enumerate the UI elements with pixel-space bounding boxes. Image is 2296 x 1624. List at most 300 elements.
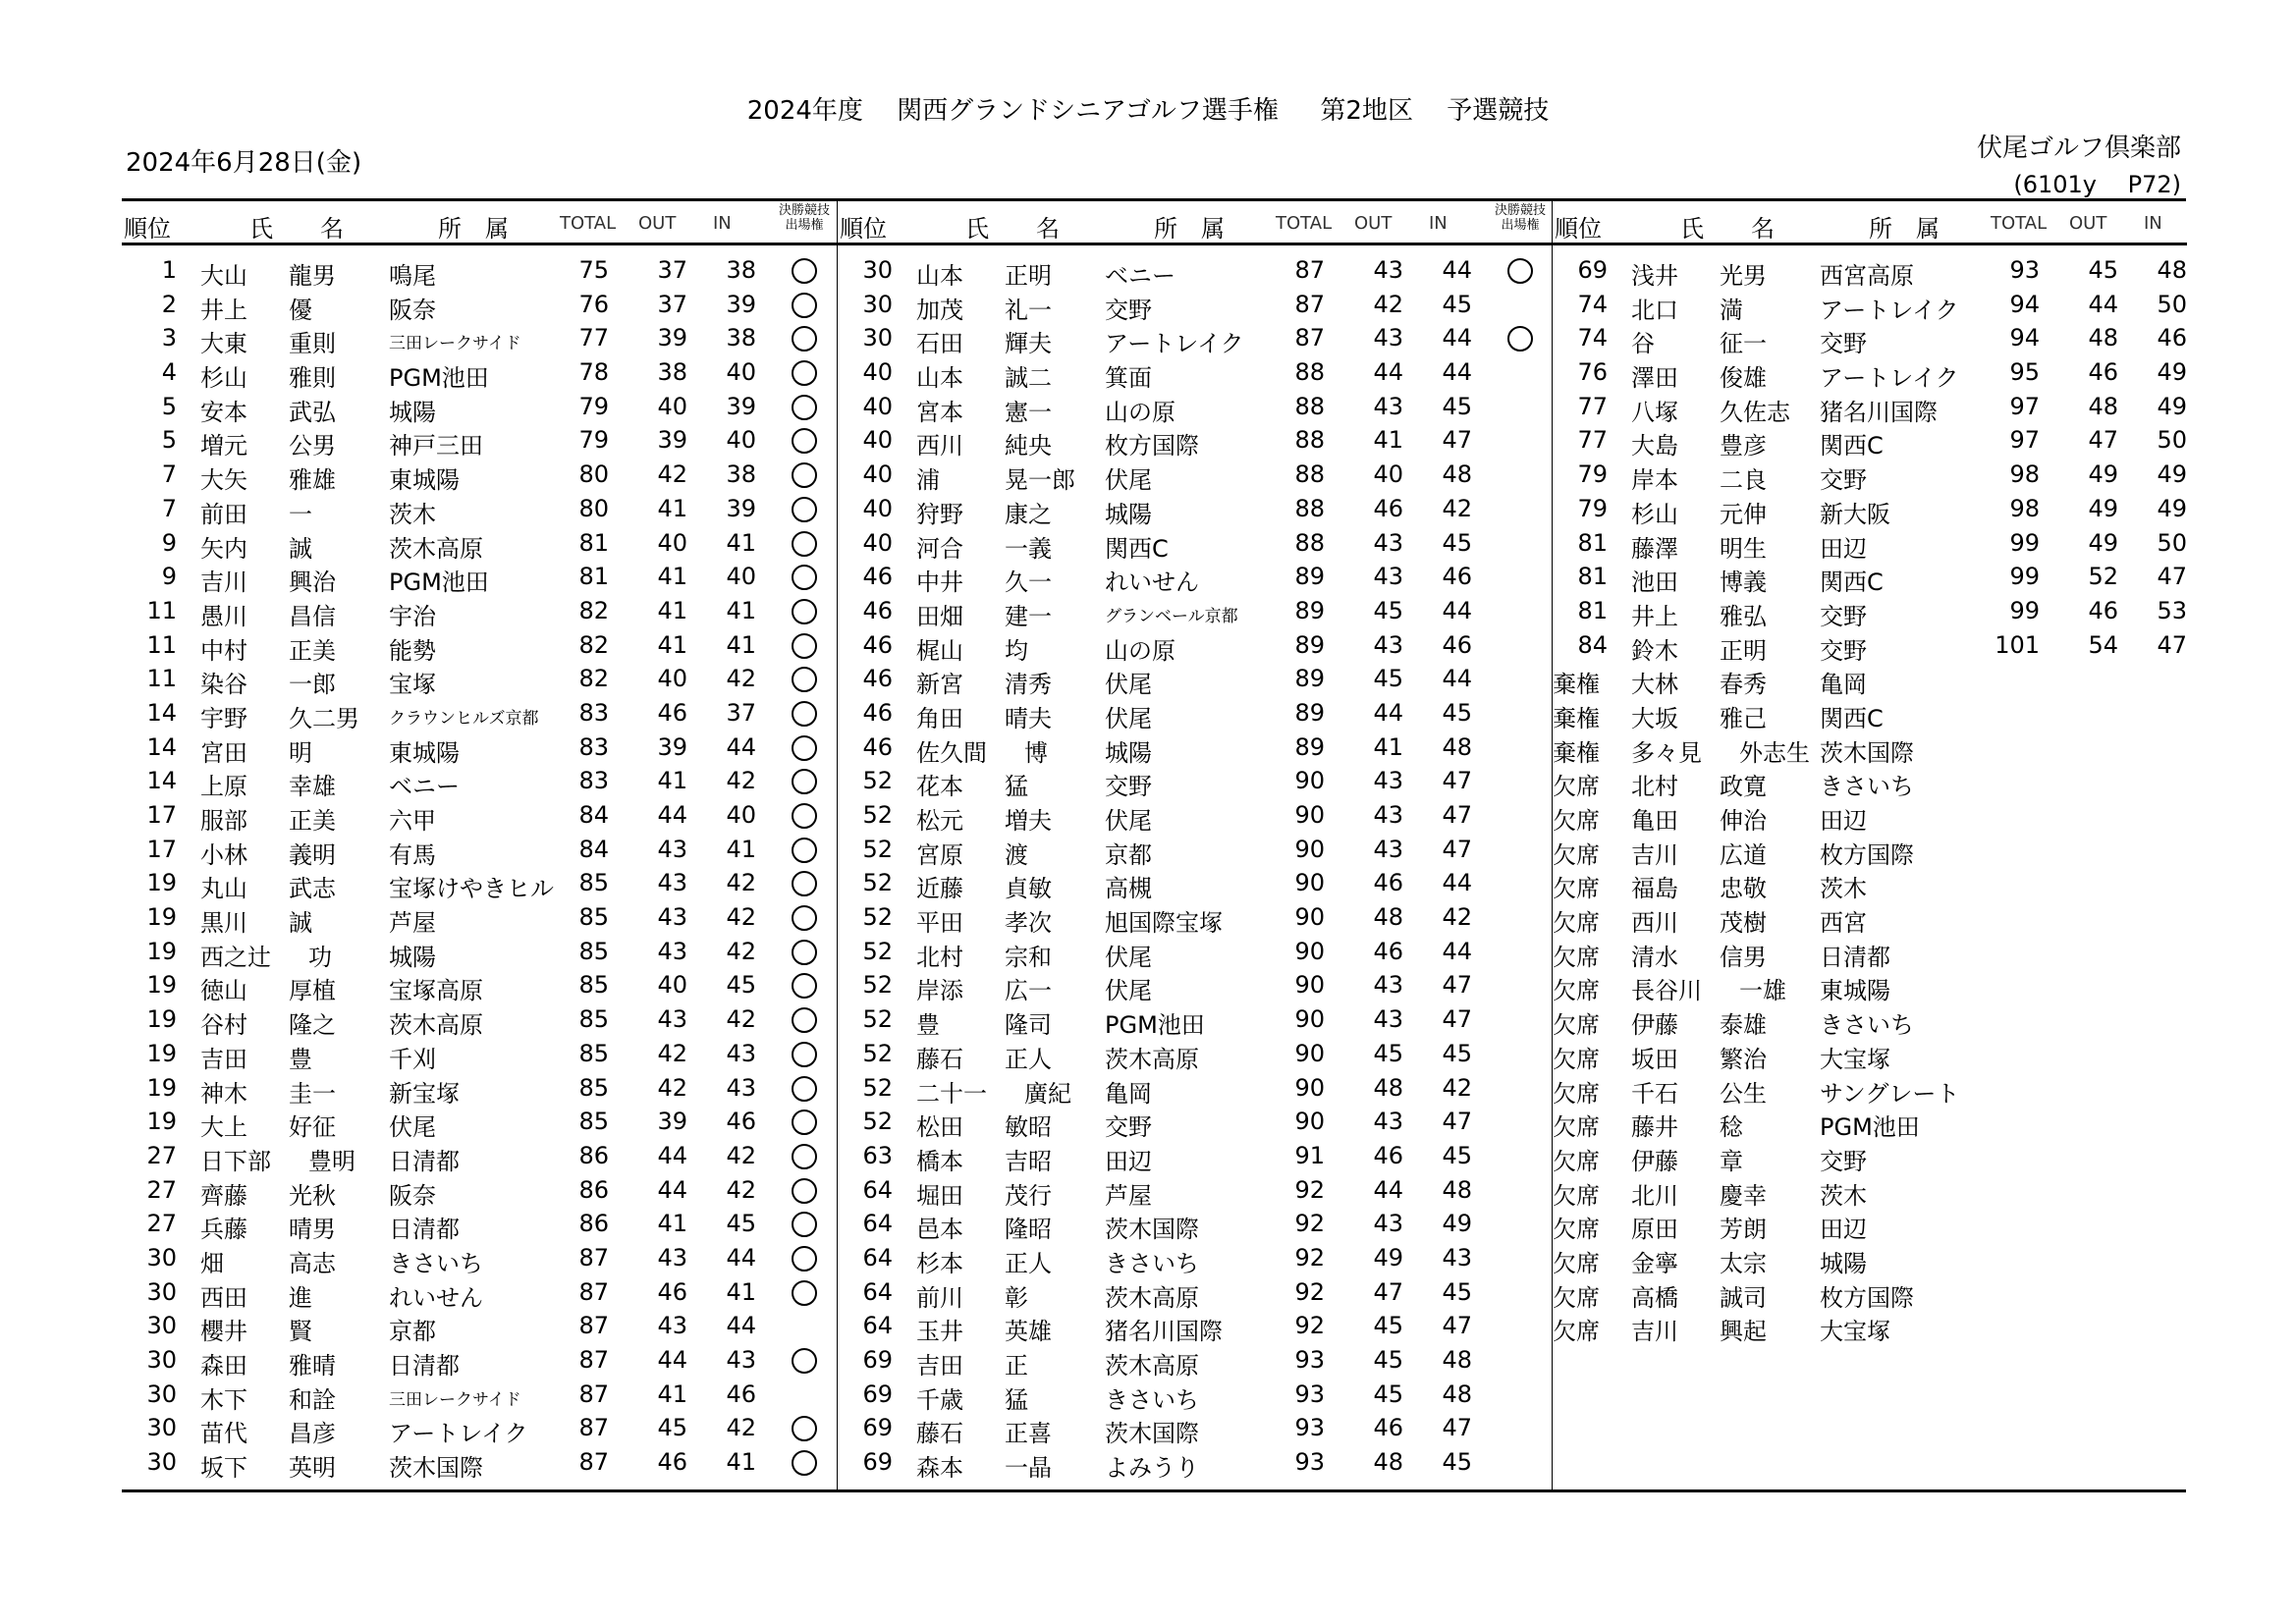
total-cell: 82	[578, 630, 609, 659]
surname-cell: 藤石	[916, 1045, 963, 1073]
club-cell: 日清都	[1820, 943, 1890, 971]
surname-cell: 日下部	[200, 1147, 271, 1175]
player-row	[122, 1377, 837, 1414]
player-row	[838, 287, 1553, 324]
total-cell: 87	[578, 1312, 609, 1340]
rank-cell: 69	[862, 1346, 893, 1374]
in-cell: 45	[1442, 392, 1472, 420]
club-cell: よみうり	[1105, 1454, 1199, 1483]
out-cell: 45	[1373, 1312, 1403, 1340]
in-cell: 44	[726, 732, 756, 761]
header-qualify: 決勝競技 出場権	[778, 203, 830, 233]
surname-cell: 中井	[916, 568, 963, 597]
results-column	[1552, 201, 2187, 1489]
club-cell: 枚方国際	[1820, 1283, 1914, 1312]
header-in: IN	[1429, 213, 1448, 234]
given-name-cell: 雅則	[289, 364, 336, 393]
in-cell: 47	[1442, 767, 1472, 795]
out-cell: 41	[657, 1380, 687, 1408]
surname-cell: 二十一	[916, 1079, 987, 1108]
header-name: 氏 名	[965, 215, 1060, 243]
given-name-cell: 政寛	[1720, 773, 1767, 801]
rank-cell: 9	[161, 563, 177, 591]
rank-cell: 64	[862, 1277, 893, 1306]
total-cell: 98	[2009, 494, 2040, 522]
surname-cell: 谷	[1631, 330, 1655, 358]
given-name-cell: 厚植	[289, 977, 336, 1005]
given-name-cell: 博義	[1720, 568, 1767, 597]
total-cell: 87	[578, 1414, 609, 1442]
qualified-mark	[792, 258, 817, 284]
given-name-cell: 光秋	[289, 1181, 336, 1210]
club-cell: 宝塚けやきヒル	[389, 875, 554, 903]
surname-cell: 大島	[1631, 432, 1678, 460]
player-row	[838, 695, 1553, 730]
surname-cell: 清水	[1631, 943, 1678, 971]
club-cell: 京都	[389, 1318, 436, 1346]
rank-cell: 3	[161, 324, 177, 352]
rank-cell: 74	[1577, 290, 1608, 318]
total-cell: 97	[2009, 426, 2040, 455]
player-row	[122, 1308, 837, 1346]
club-cell: 旭国際宝塚	[1105, 909, 1223, 938]
surname-cell: 藤石	[916, 1420, 963, 1448]
surname-cell: 増元	[200, 432, 247, 460]
player-row	[1553, 525, 2187, 563]
surname-cell: 木下	[200, 1385, 247, 1414]
player-row	[122, 832, 837, 869]
club-cell: 芦屋	[389, 909, 436, 938]
total-cell: 80	[578, 494, 609, 522]
total-cell: 90	[1294, 767, 1325, 795]
given-name-cell: 久二男	[289, 704, 359, 732]
surname-cell: 西田	[200, 1283, 247, 1312]
rank-cell: 欠席	[1553, 840, 1600, 869]
player-row	[838, 422, 1553, 460]
player-row	[838, 1274, 1553, 1312]
rank-cell: 7	[161, 494, 177, 522]
surname-cell: 北村	[916, 943, 963, 971]
out-cell: 41	[657, 767, 687, 795]
given-name-cell: 英雄	[1005, 1318, 1052, 1346]
qualified-mark	[792, 1348, 817, 1374]
out-cell: 44	[1373, 358, 1403, 387]
rank-cell: 7	[161, 460, 177, 489]
event-date: 2024年6月28日(金)	[126, 148, 362, 178]
club-cell: PGM池田	[389, 364, 489, 393]
in-cell: 42	[726, 1175, 756, 1204]
club-cell: 交野	[1105, 1113, 1152, 1142]
rank-cell: 27	[146, 1175, 177, 1204]
out-cell: 43	[657, 937, 687, 965]
in-cell: 43	[726, 1073, 756, 1102]
surname-cell: 宮田	[200, 738, 247, 767]
player-row	[1553, 1172, 2187, 1210]
rank-cell: 63	[862, 1141, 893, 1169]
out-cell: 46	[2088, 358, 2118, 387]
out-cell: 48	[1373, 1448, 1403, 1477]
player-row	[1553, 491, 2187, 528]
player-row	[1553, 695, 2187, 730]
rank-cell: 40	[862, 358, 893, 387]
rank-cell: 46	[862, 665, 893, 693]
given-name-cell: 猛	[1005, 1385, 1028, 1414]
surname-cell: 西川	[916, 432, 963, 460]
surname-cell: 櫻井	[200, 1318, 247, 1346]
rank-cell: 30	[862, 324, 893, 352]
given-name-cell: 誠	[289, 909, 312, 938]
player-row	[122, 1070, 837, 1108]
total-cell: 76	[578, 290, 609, 318]
given-name-cell: 正人	[1005, 1249, 1052, 1277]
rank-cell: 81	[1577, 596, 1608, 624]
venue-name: 伏尾ゴルフ倶楽部	[1976, 134, 2181, 163]
out-cell: 40	[657, 665, 687, 693]
rank-cell: 19	[146, 1039, 177, 1067]
club-cell: 関西C	[1820, 704, 1884, 732]
rank-cell: 30	[146, 1277, 177, 1306]
surname-cell: 前川	[916, 1283, 963, 1312]
surname-cell: 宇野	[200, 704, 247, 732]
course-yardage: (6101y P72)	[2013, 171, 2181, 198]
out-cell: 41	[657, 494, 687, 522]
player-row	[1553, 252, 2187, 290]
qualified-mark	[792, 1450, 817, 1476]
out-cell: 44	[657, 1141, 687, 1169]
total-cell: 92	[1294, 1210, 1325, 1238]
club-cell: 六甲	[389, 807, 436, 835]
total-cell: 90	[1294, 1005, 1325, 1034]
rank-cell: 欠席	[1553, 1113, 1600, 1142]
player-row	[838, 1138, 1553, 1175]
given-name-cell: 久一	[1005, 568, 1052, 597]
rank-cell: 69	[862, 1448, 893, 1477]
in-cell: 40	[726, 563, 756, 591]
player-row	[838, 491, 1553, 528]
given-name-cell: 昌彦	[289, 1420, 336, 1448]
player-row	[122, 559, 837, 597]
given-name-cell: 太宗	[1720, 1249, 1767, 1277]
in-cell: 47	[1442, 971, 1472, 1000]
club-cell: 城陽	[1820, 1249, 1867, 1277]
surname-cell: 浅井	[1631, 262, 1678, 290]
in-cell: 45	[726, 971, 756, 1000]
in-cell: 42	[726, 767, 756, 795]
total-cell: 90	[1294, 903, 1325, 932]
qualified-mark	[792, 803, 817, 829]
in-cell: 44	[1442, 665, 1472, 693]
rank-cell: 19	[146, 971, 177, 1000]
in-cell: 43	[1442, 1243, 1472, 1272]
in-cell: 48	[1442, 460, 1472, 489]
rank-cell: 52	[862, 835, 893, 863]
out-cell: 43	[1373, 256, 1403, 284]
out-cell: 43	[1373, 563, 1403, 591]
club-cell: 交野	[1820, 602, 1867, 630]
club-cell: クラウンヒルズ京都	[389, 708, 539, 729]
club-cell: 茨木高原	[1105, 1045, 1199, 1073]
qualified-mark	[792, 395, 817, 420]
rank-cell: 30	[862, 256, 893, 284]
results-table	[122, 198, 2186, 1492]
surname-cell: 梶山	[916, 636, 963, 665]
surname-cell: 小林	[200, 840, 247, 869]
rank-cell: 27	[146, 1210, 177, 1238]
rank-cell: 14	[146, 698, 177, 727]
club-cell: きさいち	[1820, 1011, 1914, 1040]
out-cell: 45	[1373, 1039, 1403, 1067]
total-cell: 89	[1294, 563, 1325, 591]
player-row	[1553, 1070, 2187, 1108]
club-cell: 千刈	[389, 1045, 436, 1073]
club-cell: 能勢	[389, 636, 436, 665]
in-cell: 47	[1442, 426, 1472, 455]
out-cell: 43	[1373, 1108, 1403, 1136]
surname-cell: 藤井	[1631, 1113, 1678, 1142]
given-name-cell: 豊	[289, 1045, 312, 1073]
header-total: TOTAL	[560, 213, 617, 234]
player-row	[838, 1104, 1553, 1142]
player-row	[838, 457, 1553, 495]
club-cell: 田辺	[1820, 807, 1867, 835]
club-cell: 鳴尾	[389, 262, 436, 290]
player-row	[838, 593, 1553, 630]
surname-cell: 杉山	[200, 364, 247, 393]
qualified-mark	[792, 599, 817, 624]
club-cell: 三田レークサイド	[389, 334, 521, 354]
surname-cell: 吉川	[1631, 1318, 1678, 1346]
player-row	[122, 1172, 837, 1210]
in-cell: 44	[1442, 869, 1472, 897]
player-row	[122, 1104, 837, 1142]
out-cell: 42	[657, 1039, 687, 1067]
rank-cell: 46	[862, 732, 893, 761]
given-name-cell: 好征	[289, 1113, 336, 1142]
club-cell: 関西C	[1820, 432, 1884, 460]
surname-cell: 愚川	[200, 602, 247, 630]
surname-cell: 大山	[200, 262, 247, 290]
total-cell: 93	[1294, 1414, 1325, 1442]
club-cell: アートレイク	[1820, 364, 1959, 393]
in-cell: 44	[1442, 358, 1472, 387]
given-name-cell: 昌信	[289, 602, 336, 630]
qualified-mark	[792, 1007, 817, 1033]
rank-cell: 19	[146, 869, 177, 897]
player-row	[1553, 389, 2187, 426]
qualified-mark	[792, 360, 817, 386]
in-cell: 48	[1442, 732, 1472, 761]
given-name-cell: 隆之	[289, 1011, 336, 1040]
club-cell: ベニー	[1105, 262, 1175, 290]
club-cell: 城陽	[1105, 738, 1152, 767]
header-total: TOTAL	[1276, 213, 1333, 234]
rank-cell: 5	[161, 426, 177, 455]
total-cell: 86	[578, 1210, 609, 1238]
in-cell: 40	[726, 801, 756, 829]
club-cell: 東城陽	[389, 738, 460, 767]
given-name-cell: 興起	[1720, 1318, 1767, 1346]
club-cell: 茨木	[1820, 1181, 1867, 1210]
given-name-cell: 賢	[289, 1318, 312, 1346]
in-cell: 44	[1442, 324, 1472, 352]
surname-cell: 岸添	[916, 977, 963, 1005]
player-row	[838, 559, 1553, 597]
club-cell: 芦屋	[1105, 1181, 1152, 1210]
given-name-cell: 義明	[289, 840, 336, 869]
qualified-mark	[792, 428, 817, 454]
given-name-cell: 正明	[1720, 636, 1767, 665]
club-cell: 交野	[1820, 330, 1867, 358]
out-cell: 48	[2088, 392, 2118, 420]
rank-cell: 欠席	[1553, 977, 1600, 1005]
club-cell: 日清都	[389, 1352, 460, 1380]
given-name-cell: 正美	[289, 636, 336, 665]
club-cell: 山の原	[1105, 398, 1175, 426]
player-row	[838, 661, 1553, 699]
rank-cell: 77	[1577, 426, 1608, 455]
player-row	[838, 797, 1553, 835]
given-name-cell: 征一	[1720, 330, 1767, 358]
player-row	[1553, 1138, 2187, 1175]
given-name-cell: 清秀	[1005, 671, 1052, 699]
club-cell: 城陽	[1105, 500, 1152, 528]
total-cell: 77	[578, 324, 609, 352]
player-row	[122, 661, 837, 699]
rank-cell: 79	[1577, 460, 1608, 489]
rank-cell: 30	[146, 1380, 177, 1408]
club-cell: 東城陽	[1820, 977, 1890, 1005]
player-row	[1553, 797, 2187, 835]
given-name-cell: 正人	[1005, 1045, 1052, 1073]
in-cell: 44	[1442, 596, 1472, 624]
given-name-cell: 広道	[1720, 840, 1767, 869]
surname-cell: 大上	[200, 1113, 247, 1142]
total-cell: 90	[1294, 801, 1325, 829]
qualified-mark	[792, 1042, 817, 1067]
surname-cell: 高橋	[1631, 1283, 1678, 1312]
in-cell: 41	[726, 1448, 756, 1477]
given-name-cell: 芳朗	[1720, 1216, 1767, 1244]
given-name-cell: 晴夫	[1005, 704, 1052, 732]
club-cell: アートレイク	[1105, 330, 1244, 358]
in-cell: 46	[1442, 563, 1472, 591]
club-cell: 茨木国際	[1105, 1420, 1199, 1448]
rank-cell: 52	[862, 971, 893, 1000]
player-row	[838, 320, 1553, 358]
qualified-mark	[792, 531, 817, 557]
club-cell: 茨木高原	[389, 1011, 483, 1040]
given-name-cell: 隆司	[1005, 1011, 1052, 1040]
out-cell: 44	[1373, 1175, 1403, 1204]
rank-cell: 69	[862, 1380, 893, 1408]
total-cell: 85	[578, 971, 609, 1000]
club-cell: 茨木高原	[389, 534, 483, 563]
club-cell: PGM池田	[1820, 1113, 1920, 1142]
surname-cell: 大東	[200, 330, 247, 358]
rank-cell: 64	[862, 1312, 893, 1340]
surname-cell: 亀田	[1631, 807, 1678, 835]
in-cell: 41	[726, 630, 756, 659]
club-cell: 箕面	[1105, 364, 1152, 393]
rank-cell: 11	[146, 665, 177, 693]
given-name-cell: 正美	[289, 807, 336, 835]
given-name-cell: 憲一	[1005, 398, 1052, 426]
surname-cell: 森本	[916, 1454, 963, 1483]
in-cell: 49	[2157, 358, 2187, 387]
qualified-mark	[792, 462, 817, 488]
surname-cell: 徳山	[200, 977, 247, 1005]
total-cell: 85	[578, 903, 609, 932]
out-cell: 46	[1373, 1414, 1403, 1442]
qualified-mark	[792, 1144, 817, 1169]
total-cell: 87	[1294, 324, 1325, 352]
player-row	[838, 354, 1553, 393]
total-cell: 93	[1294, 1380, 1325, 1408]
surname-cell: 長谷川	[1631, 977, 1702, 1005]
rank-cell: 76	[1577, 358, 1608, 387]
club-cell: 大宝塚	[1820, 1318, 1890, 1346]
out-cell: 39	[657, 1108, 687, 1136]
given-name-cell: 敏昭	[1005, 1113, 1052, 1142]
club-cell: 高槻	[1105, 875, 1152, 903]
given-name-cell: 均	[1005, 636, 1028, 665]
out-cell: 44	[657, 1346, 687, 1374]
surname-cell: 安本	[200, 398, 247, 426]
total-cell: 82	[578, 665, 609, 693]
out-cell: 46	[1373, 869, 1403, 897]
surname-cell: 西川	[1631, 909, 1678, 938]
out-cell: 45	[1373, 665, 1403, 693]
total-cell: 82	[578, 596, 609, 624]
surname-cell: 齊藤	[200, 1181, 247, 1210]
given-name-cell: 一雄	[1739, 977, 1786, 1005]
player-row	[838, 525, 1553, 563]
club-cell: 茨木国際	[1105, 1216, 1199, 1244]
club-cell: 猪名川国際	[1105, 1318, 1223, 1346]
rank-cell: 14	[146, 767, 177, 795]
surname-cell: 井上	[1631, 602, 1678, 630]
surname-cell: 染谷	[200, 671, 247, 699]
player-row	[838, 1444, 1553, 1483]
out-cell: 41	[1373, 732, 1403, 761]
total-cell: 87	[578, 1346, 609, 1374]
rank-cell: 40	[862, 426, 893, 455]
player-row	[1553, 1001, 2187, 1040]
total-cell: 79	[578, 426, 609, 455]
given-name-cell: 一郎	[289, 671, 336, 699]
surname-cell: 近藤	[916, 875, 963, 903]
rank-cell: 69	[1577, 256, 1608, 284]
player-row	[1553, 967, 2187, 1005]
out-cell: 40	[657, 392, 687, 420]
given-name-cell: 優	[289, 296, 312, 324]
surname-cell: 大坂	[1631, 704, 1678, 732]
player-row	[1553, 1104, 2187, 1142]
header-club: 所 属	[1154, 215, 1225, 243]
given-name-cell: 雅雄	[289, 466, 336, 495]
surname-cell: 原田	[1631, 1216, 1678, 1244]
total-cell: 87	[1294, 290, 1325, 318]
club-cell: 宝塚	[389, 671, 436, 699]
total-cell: 90	[1294, 1108, 1325, 1136]
in-cell: 49	[2157, 392, 2187, 420]
total-cell: 87	[1294, 256, 1325, 284]
out-cell: 46	[657, 698, 687, 727]
club-cell: 新大阪	[1820, 500, 1890, 528]
club-cell: 伏尾	[389, 1113, 436, 1142]
header-name: 氏 名	[249, 215, 344, 243]
player-row	[838, 1036, 1553, 1073]
